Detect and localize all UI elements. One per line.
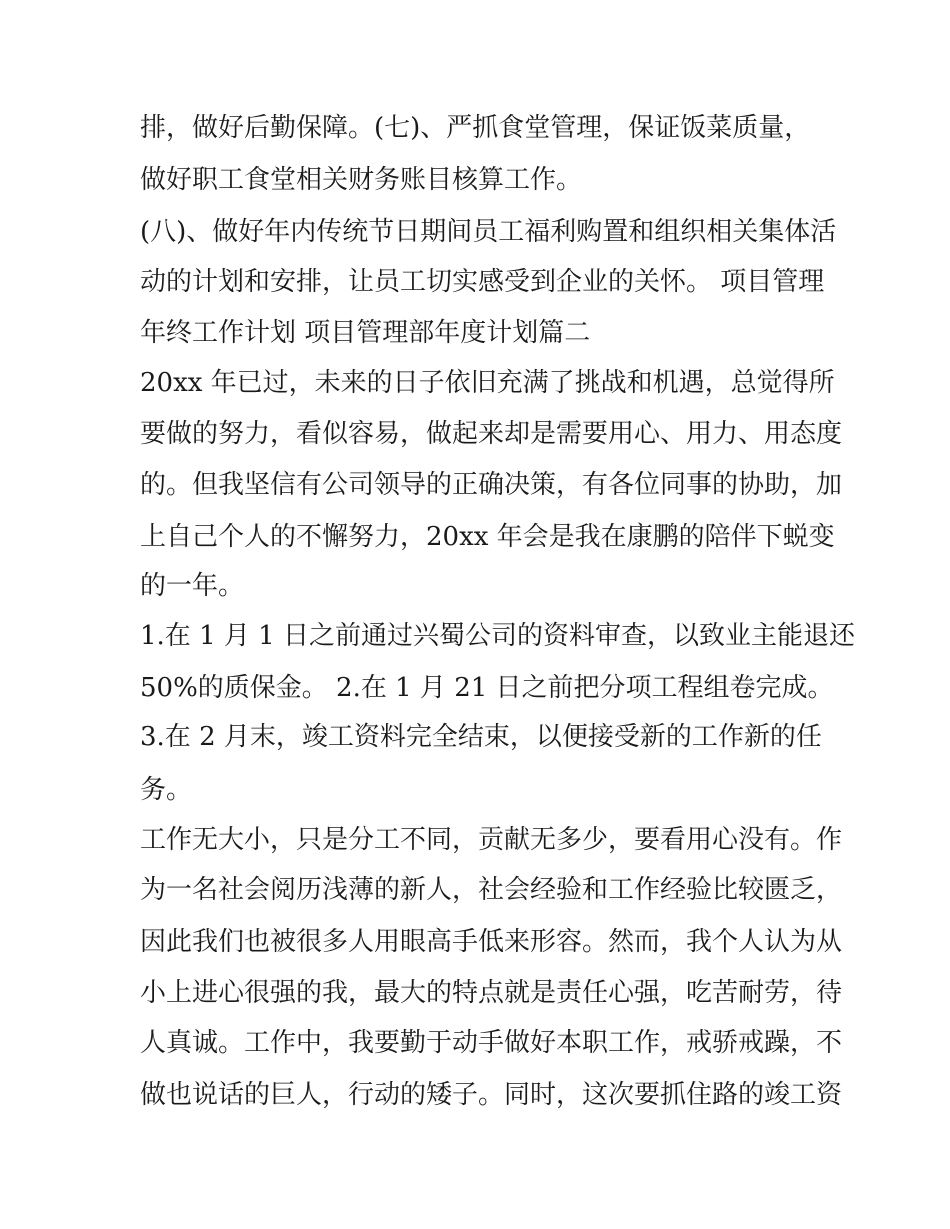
text-line: 为一名社会阅历浅薄的新人，社会经验和工作经验比较匮乏， bbox=[140, 875, 843, 905]
text-line: 要做的努力，看似容易，做起来却是需要用心、用力、用态度 bbox=[140, 419, 843, 449]
text-line: 3.在 2 月末，竣工资料完全结束，以便接受新的工作新的任 bbox=[140, 722, 822, 752]
text-line: 年终工作计划 项目管理部年度计划篇二 bbox=[140, 318, 591, 348]
text-line: 的一年。 bbox=[140, 571, 245, 601]
text-line: 因此我们也被很多人用眼高手低来形容。然而，我个人认为从 bbox=[140, 927, 843, 957]
text-line: 小上进心很强的我，最大的特点就是责任心强，吃苦耐劳，待 bbox=[140, 978, 843, 1008]
text-line: 的。但我坚信有公司领导的正确决策，有各位同事的协助，加 bbox=[140, 470, 843, 500]
text-line: 排，做好后勤保障。(七)、严抓食堂管理，保证饭菜质量， bbox=[140, 113, 811, 143]
text-line: 上自己个人的不懈努力，20xx 年会是我在康鹏的陪伴下蜕变 bbox=[140, 522, 835, 552]
text-line: (八)、做好年内传统节日期间员工福利购置和组织相关集体活 bbox=[140, 217, 837, 247]
text-line: 人真诚。工作中，我要勤于动手做好本职工作，戒骄戒躁，不 bbox=[140, 1028, 843, 1058]
text-line: 做好职工食堂相关财务账目核算工作。 bbox=[140, 165, 583, 195]
text-line: 工作无大小，只是分工不同，贡献无多少，要看用心没有。作 bbox=[140, 825, 843, 855]
text-line: 动的计划和安排，让员工切实感受到企业的关怀。 项目管理 bbox=[140, 267, 825, 297]
text-line: 20xx 年已过，未来的日子依旧充满了挑战和机遇，总觉得所 bbox=[140, 368, 835, 398]
text-line: 50%的质保金。 2.在 1 月 21 日之前把分项工程组卷完成。 bbox=[140, 673, 834, 703]
text-line: 做也说话的巨人，行动的矮子。同时，这次要抓住路的竣工资 bbox=[140, 1080, 843, 1110]
text-line: 务。 bbox=[140, 775, 193, 805]
text-line: 1.在 1 月 1 日之前通过兴蜀公司的资料审查，以致业主能退还 bbox=[140, 621, 855, 651]
